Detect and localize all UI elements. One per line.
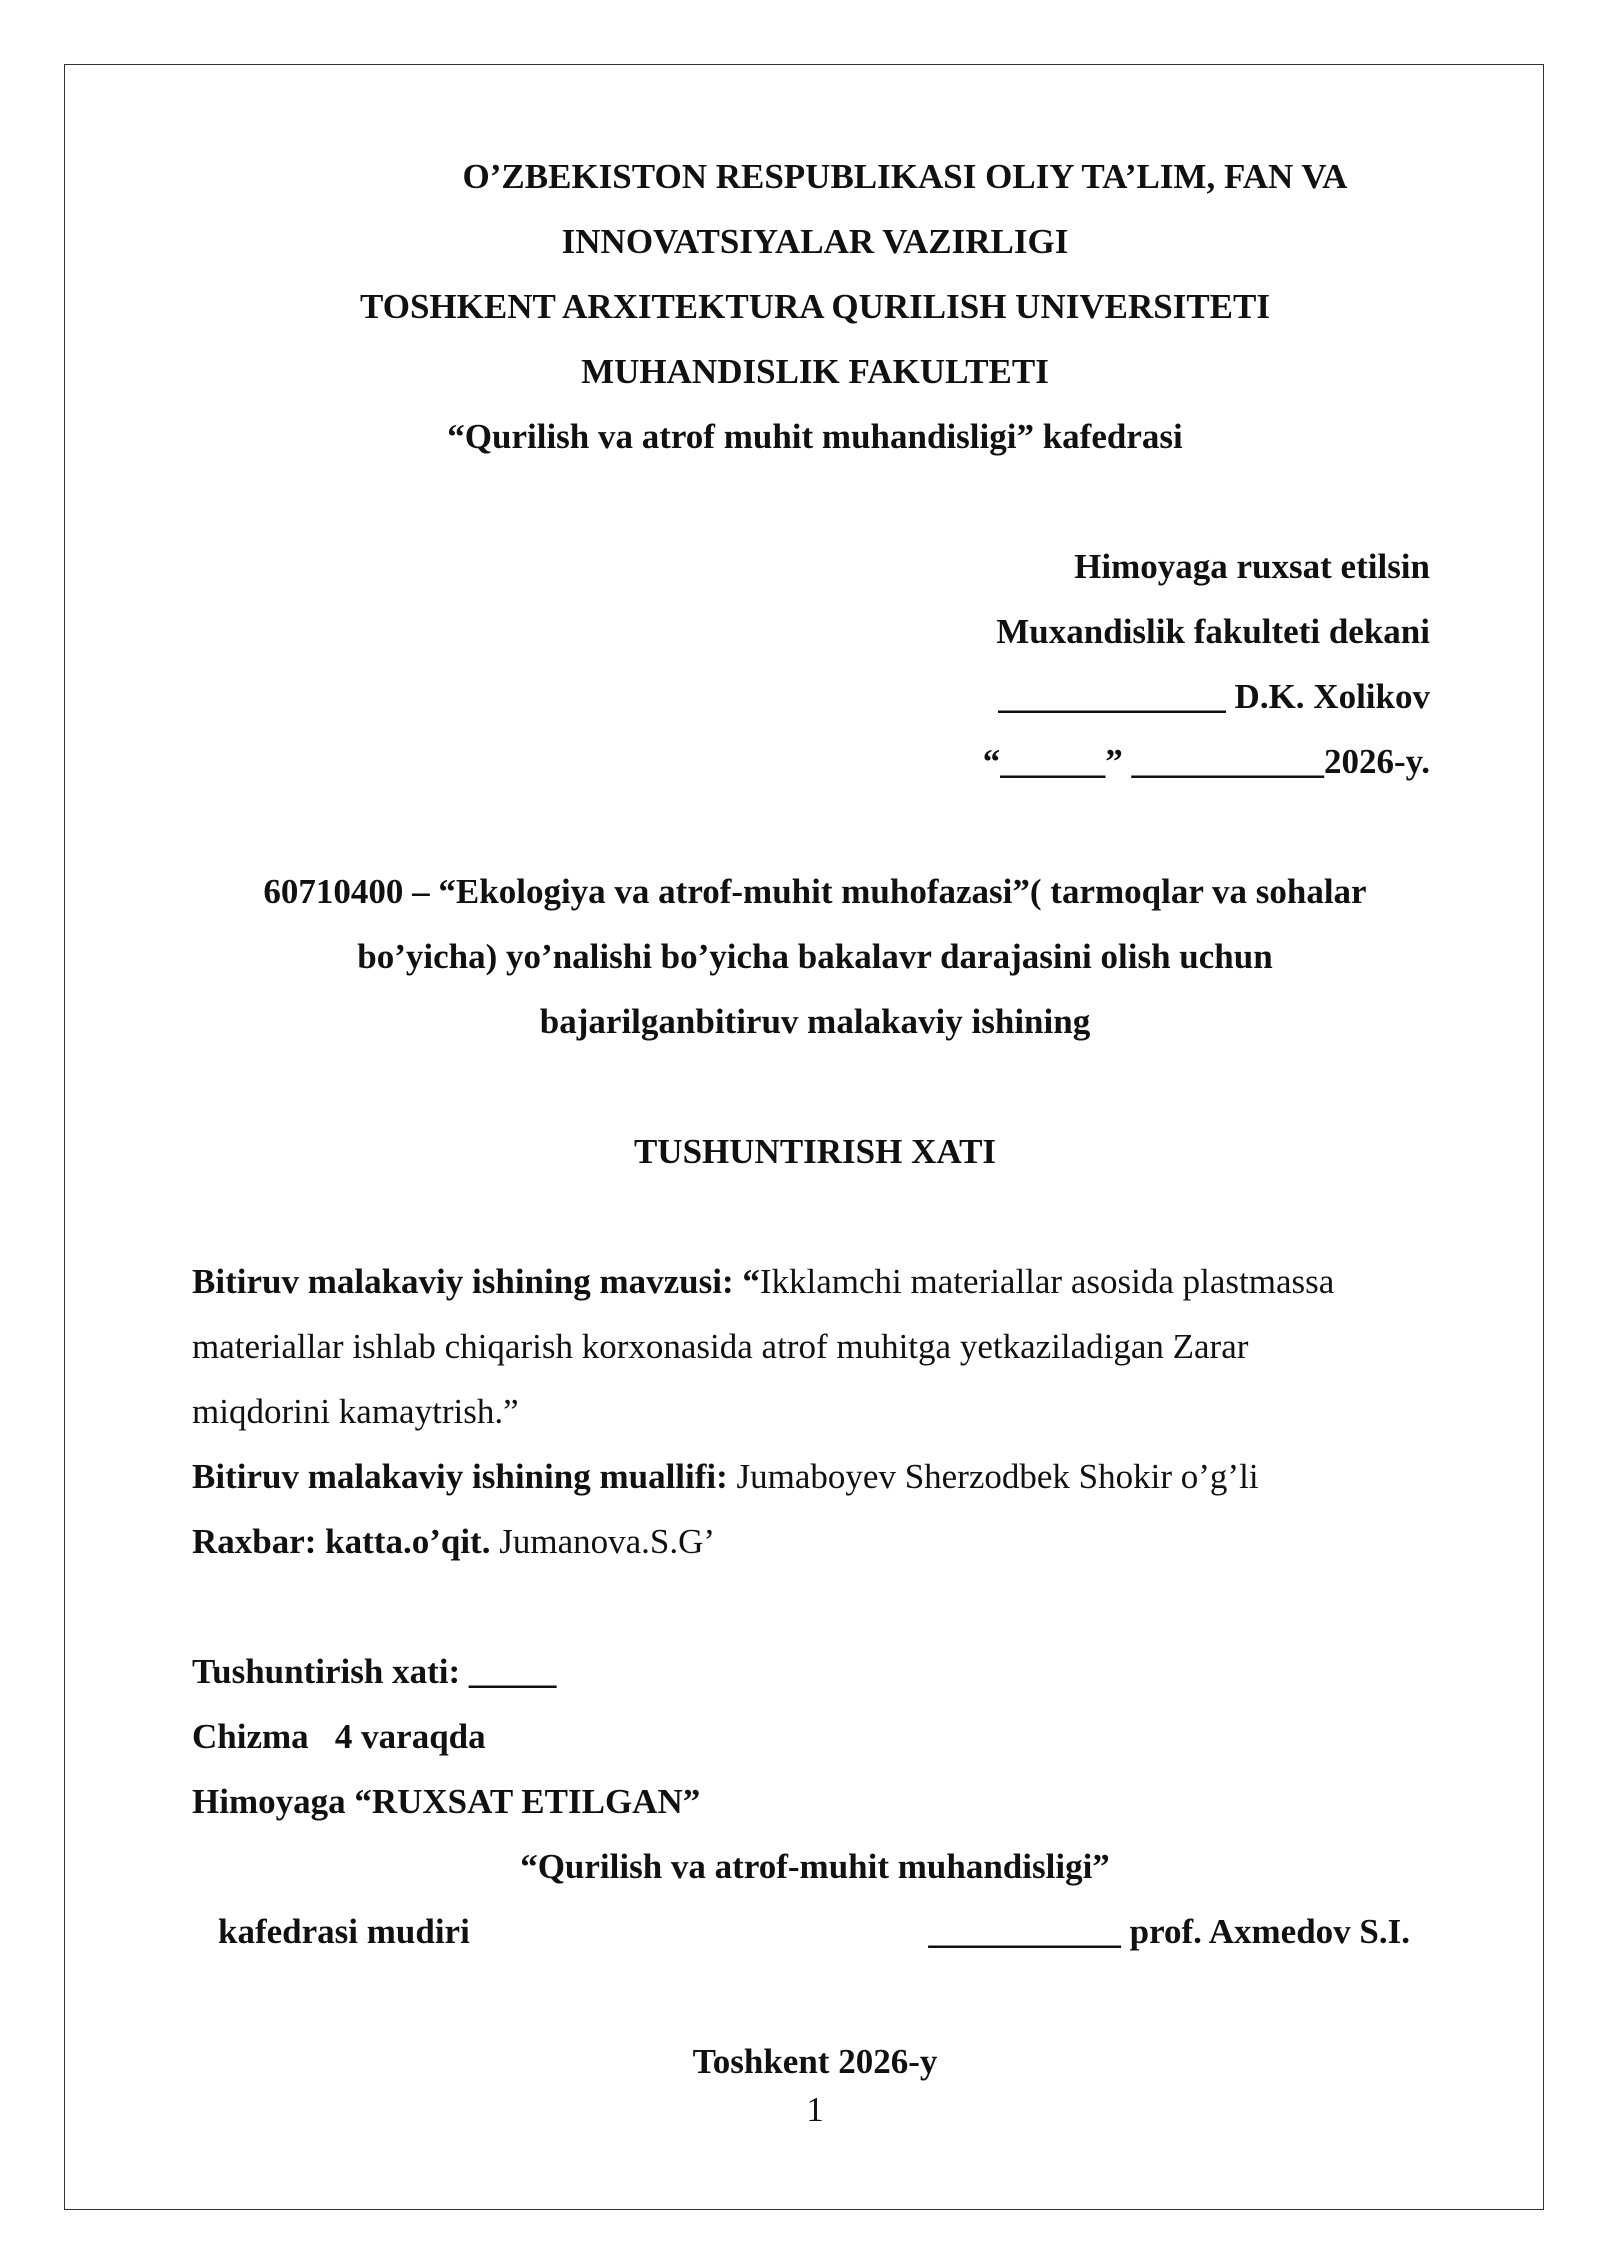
ministry-line-1: O’ZBEKISTON RESPUBLIKASI OLIY TA’LIM, FAN VA xyxy=(462,157,1348,196)
approval-line-2: Muxandislik fakulteti dekani xyxy=(996,612,1430,651)
supervisor-value: Jumanova.S.G’ xyxy=(490,1522,716,1561)
topic-line-2: materiallar ishlab chiqarish korxonasida atrof muhitga yetkaziladigan Zarar xyxy=(192,1327,1249,1366)
author-line xyxy=(192,1455,1259,1499)
approval-signature: _____________ D.K. Xolikov xyxy=(998,677,1430,716)
approval-line-1: Himoyaga ruxsat etilsin xyxy=(1074,547,1430,586)
topic-open-quote: “ xyxy=(742,1262,760,1301)
supervisor-line xyxy=(192,1520,715,1564)
program-line-1: 60710400 – “Ekologiya va atrof-muhit muhofazasi”( tarmoqlar va sohalar xyxy=(263,872,1367,911)
university-name: TOSHKENT ARXITEKTURA QURILISH UNIVERSITETI xyxy=(360,287,1270,326)
approval-date: “______” ___________2026-y. xyxy=(982,742,1430,781)
defense-allowed: Himoyaga “RUXSAT ETILGAN” xyxy=(192,1782,701,1821)
topic-label: Bitiruv malakaviy ishining mavzusi: xyxy=(192,1262,734,1301)
page-number: 1 xyxy=(806,2090,824,2129)
topic-text-1: Ikklamchi materiallar asosida plastmassa xyxy=(759,1262,1335,1301)
department-name: “Qurilish va atrof muhit muhandisligi” kafedrasi xyxy=(447,417,1183,456)
topic-line-3: miqdorini kamaytrish.” xyxy=(192,1392,519,1431)
department-head-signature: ___________ prof. Axmedov S.I. xyxy=(928,1912,1410,1951)
city-year: Toshkent 2026-y xyxy=(692,2042,938,2081)
program-line-3: bajarilganbitiruv malakaviy ishining xyxy=(539,1002,1091,1041)
department-head-label: kafedrasi mudiri xyxy=(218,1912,470,1951)
explanatory-note: Tushuntirish xati: _____ xyxy=(192,1652,557,1691)
ministry-line-2: INNOVATSIYALAR VAZIRLIGI xyxy=(561,222,1069,261)
program-line-2: bo’yicha) yo’nalishi bo’yicha bakalavr darajasini olish uchun xyxy=(357,937,1273,976)
author-label: Bitiruv malakaviy ishining muallifi: xyxy=(192,1457,728,1496)
supervisor-label: Raxbar: katta.o’qit. xyxy=(192,1522,491,1561)
faculty-name: MUHANDISLIK FAKULTETI xyxy=(581,352,1049,391)
department-head-dept: “Qurilish va atrof-muhit muhandisligi” xyxy=(520,1847,1110,1886)
document-title: TUSHUNTIRISH XATI xyxy=(633,1132,997,1171)
author-value: Jumaboyev Sherzodbek Shokir o’g’li xyxy=(727,1457,1259,1496)
drawings-count: Chizma 4 varaqda xyxy=(192,1717,486,1756)
topic-line-1 xyxy=(192,1260,1334,1304)
